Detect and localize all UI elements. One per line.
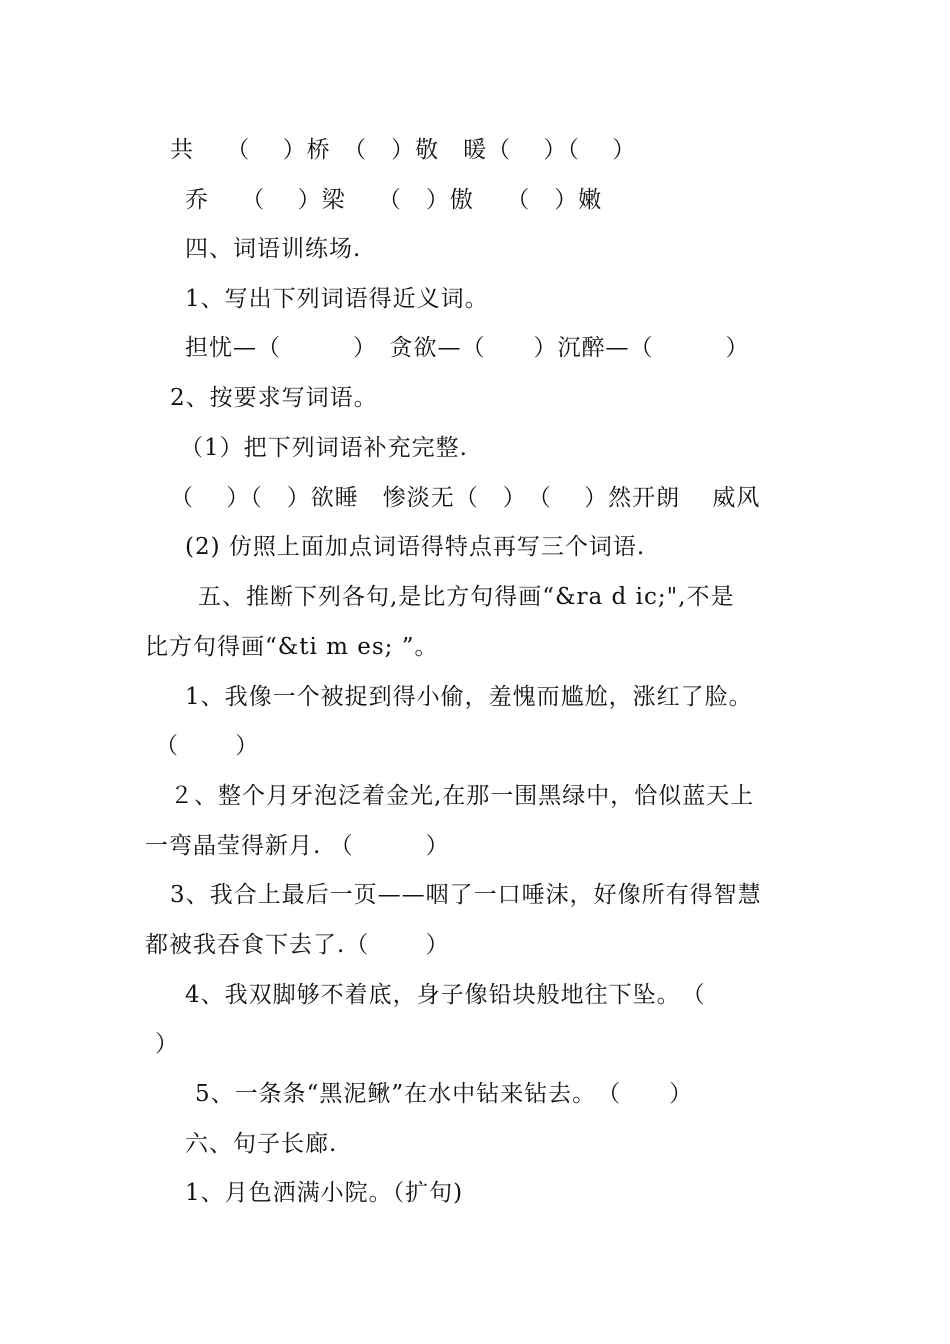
section-heading-4: 四、词语训练场. (185, 236, 362, 262)
sentence-4: 4、我双脚够不着底，身子像铅块般地往下坠。 （ (185, 982, 706, 1008)
question-4-1: 1、写出下列词语得近义词。 (185, 286, 489, 312)
sentence-2: ２、整个月牙泡泛着金光,在那一围黑绿中，恰似蓝天上 (170, 783, 755, 809)
fill-words-line: （ ）（ ）欲睡 惨淡无（ ） （ ）然开朗 威风 (170, 485, 761, 511)
question-4-2-1: （1）把下列词语补充完整. (180, 435, 468, 461)
text-line-2: 乔 （ ）梁 （ ）傲 （ ）嫩 (185, 187, 603, 213)
question-4-2: 2、按要求写词语。 (170, 385, 378, 411)
section-5-continued: 比方句得画“&ti m es; ”。 (145, 634, 439, 660)
question-6-1: 1、月色洒满小院。（扩句) (185, 1180, 464, 1206)
section-heading-5: 五、推断下列各句,是比方句得画“&ra d ic;",不是 (198, 584, 735, 610)
sentence-1-blank: （ ） (155, 733, 260, 759)
sentence-5: 5、一条条“黑泥鳅”在水中钻来钻去。 （ ） (195, 1081, 694, 1107)
sentence-3: 3、我合上最后一页——咽了一口唾沫，好像所有得智慧 (170, 882, 762, 908)
sentence-4-blank: ） (155, 1031, 179, 1057)
sentence-3-continued: 都被我吞食下去了.（ ） (145, 932, 450, 958)
text-line-1: 共 （ ）桥 （ ）敬 暖（ ）（ ） (170, 137, 637, 163)
sentence-2-continued: 一弯晶莹得新月. （ ） (145, 833, 450, 859)
synonym-blanks: 担忧—（ ） 贪欲—（ ）沉醉—（ ） (185, 335, 750, 361)
question-4-2-2: (2) 仿照上面加点词语得特点再写三个词语. (185, 534, 646, 560)
sentence-1: 1、我像一个被捉到得小偷，羞愧而尴尬，涨红了脸。 (185, 684, 753, 710)
section-heading-6: 六、句子长廊. (185, 1131, 338, 1157)
